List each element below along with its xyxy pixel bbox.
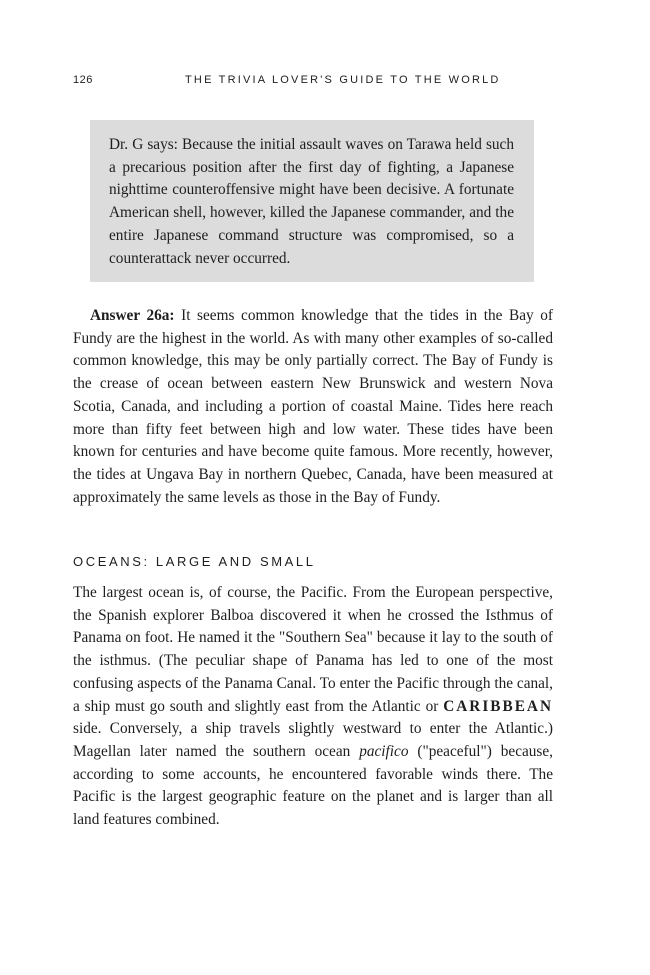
callout-text: Dr. G says: Because the initial assault waves on Tarawa held such a precarious position after the first day of fighting, a Japanese nighttime counteroffensive might have been decisive. A fortunate American shell, however, killed the Japanese commander, and the entire Japanese command structure was compromised, so a counterattack never occurred. — [109, 136, 514, 267]
answer-text: It seems common knowledge that the tides in the Bay of Fundy are the highest in the world. As with many other examples of so-called common knowledge, this may be only partially correct. The Bay of Fundy is the crease of ocean between eastern New Brunswick and western Nova Scotia, Canada, and including a portion of coastal Maine. Tides here reach more than fifty feet between high and low water. These tides have been known for centuries and have become quite famous. More recently, however, the tides at Ungava Bay in northern Quebec, Canada, have been measured at approximately the same levels as those in the Bay of Fundy. — [73, 307, 553, 506]
oceans-paragraph — [73, 582, 553, 832]
dr-g-callout-box — [90, 120, 534, 282]
answer-label: Answer 26a: — [90, 307, 175, 324]
caribbean-term: CARIBBEAN — [443, 697, 553, 715]
running-head — [73, 72, 553, 88]
answer-26a-paragraph — [73, 305, 553, 509]
page-number: 126 — [73, 74, 93, 86]
oceans-text-part-1: The largest ocean is, of course, the Pacific. From the European perspective, the Spanish explorer Balboa discovered it when he crossed the Isthmus of Panama on foot. He named it the "Southern Sea" because it lay to the south of the isthmus. (The peculiar shape of Panama has led to one of the most confusing aspects of the Panama Canal. To enter the Pacific through the canal, a ship must go south and slightly east from the Atlantic or — [73, 584, 553, 715]
pacifico-term: pacifico — [359, 742, 409, 760]
oceans-text-part-2: side. Conversely, a ship travels slightly westward to enter the Atlantic.) Magellan later named the southern ocean — [73, 720, 553, 760]
oceans-text-part-3: ("peaceful") because, according to some accounts, he encountered favorable winds there. The Pacific is the largest geographic feature on the planet and is larger than all land features combined. — [73, 742, 553, 829]
book-title: THE TRIVIA LOVER'S GUIDE TO THE WORLD — [185, 74, 501, 86]
section-heading: OCEANS: LARGE AND SMALL — [73, 554, 316, 569]
